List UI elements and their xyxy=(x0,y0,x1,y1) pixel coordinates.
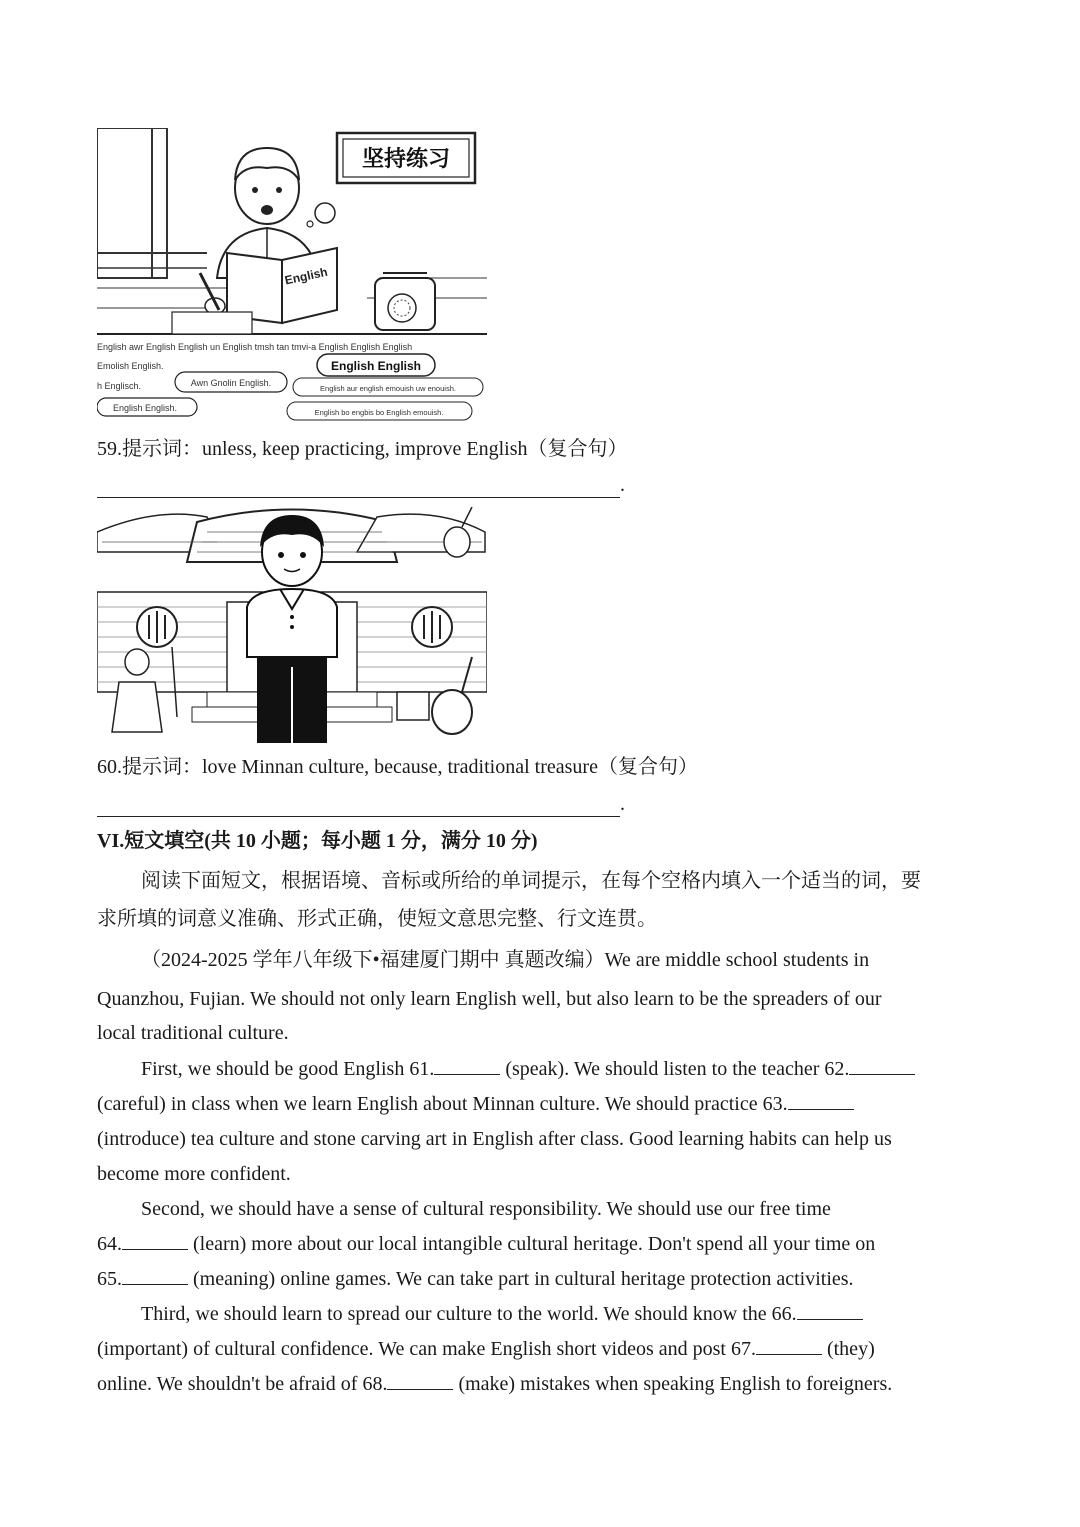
blank-66[interactable] xyxy=(797,1301,863,1320)
question-60: 60.提示词：love Minnan culture, because, traditional treasure（复合句） xyxy=(97,756,698,778)
passage-line-66 xyxy=(141,1301,863,1327)
answer-line-60[interactable] xyxy=(97,816,620,817)
sign-text: 坚持练习 xyxy=(361,146,451,171)
passage-line-3: (introduce) tea culture and stone carving art in English after class. Good learning habits can help us xyxy=(97,1128,892,1150)
passage-line-65 xyxy=(97,1266,854,1292)
passage-line-4: become more confident. xyxy=(97,1163,291,1185)
text-61-pre: First, we should be good English 61. xyxy=(141,1058,435,1080)
illustration-minnan-svg xyxy=(97,507,487,743)
text-67-post: (they) xyxy=(821,1338,875,1360)
passage-line-61-62 xyxy=(141,1056,915,1082)
blank-64[interactable] xyxy=(122,1231,188,1250)
blank-67[interactable] xyxy=(756,1336,822,1355)
bubble-5: English bo engbis bo English emouish. xyxy=(314,408,444,417)
text-67-pre: (important) of cultural confidence. We can make English short videos and post 67. xyxy=(97,1338,756,1360)
section-title: VI.短文填空(共 10 小题；每小题 1 分，满分 10 分) xyxy=(97,830,538,852)
passage-line-5: Second, we should have a sense of cultural responsibility. We should use our free time xyxy=(141,1198,831,1220)
text-64-post: (learn) more about our local intangible cultural heritage. Don't spend all your time on xyxy=(188,1233,876,1255)
strip-text-3: h Englisch. xyxy=(97,381,142,391)
passage-line-67 xyxy=(97,1336,875,1362)
instruction-line-1: 阅读下面短文，根据语境、音标或所给的单词提示，在每个空格内填入一个适当的词，要 xyxy=(141,870,921,892)
blank-68[interactable] xyxy=(387,1371,453,1390)
strip-text-2: Emolish English. xyxy=(97,361,164,371)
passage-intro-3: local traditional culture. xyxy=(97,1022,289,1044)
instruction-line-2: 求所填的词意义准确、形式正确，使短文意思完整、行文连贯。 xyxy=(97,908,657,930)
illustration-practice xyxy=(97,128,487,424)
text-68-pre: online. We shouldn't be afraid of 68. xyxy=(97,1373,388,1395)
text-62-pre: (speak). We should listen to the teacher 62. xyxy=(500,1058,850,1080)
bubble-3: English English. xyxy=(112,403,178,413)
book-label: English xyxy=(283,264,329,288)
illustration-minnan-culture xyxy=(97,507,487,743)
passage-intro-1: （2024-2025 学年八年级下•福建厦门期中 真题改编）We are middle school students in xyxy=(141,949,870,971)
question-59: 59.提示词：unless, keep practicing, improve English（复合句） xyxy=(97,438,628,460)
bubble-4: English aur english emouish uw enouish. xyxy=(320,384,456,393)
text-63-pre: (careful) in class when we learn English about Minnan culture. We should practice 63. xyxy=(97,1093,788,1115)
text-64-pre: 64. xyxy=(97,1233,122,1255)
answer-line-60-period: . xyxy=(620,793,625,815)
strip-text: English awr English English un English tmsh tan tmvi-a English English English xyxy=(97,342,413,352)
passage-line-63 xyxy=(97,1091,854,1117)
answer-line-59-period: . xyxy=(620,474,625,496)
blank-63[interactable] xyxy=(788,1091,854,1110)
text-65-pre: 65. xyxy=(97,1268,122,1290)
text-68-post: (make) mistakes when speaking English to foreigners. xyxy=(453,1373,893,1395)
blank-62[interactable] xyxy=(849,1056,915,1075)
illustration-practice-svg xyxy=(97,128,487,424)
blank-61[interactable] xyxy=(434,1056,500,1075)
passage-intro-2: Quanzhou, Fujian. We should not only learn English well, but also learn to be the spreaders of our xyxy=(97,988,882,1010)
blank-65[interactable] xyxy=(122,1266,188,1285)
bubble-2: Awn Gnolin English. xyxy=(190,378,272,388)
text-65-post: (meaning) online games. We can take part in cultural heritage protection activities. xyxy=(188,1268,854,1290)
text-66-pre: Third, we should learn to spread our culture to the world. We should know the 66. xyxy=(141,1303,797,1325)
bubble-main: English English xyxy=(330,359,422,373)
answer-line-59[interactable] xyxy=(97,497,620,498)
passage-line-68 xyxy=(97,1371,892,1397)
passage-line-64 xyxy=(97,1231,875,1257)
